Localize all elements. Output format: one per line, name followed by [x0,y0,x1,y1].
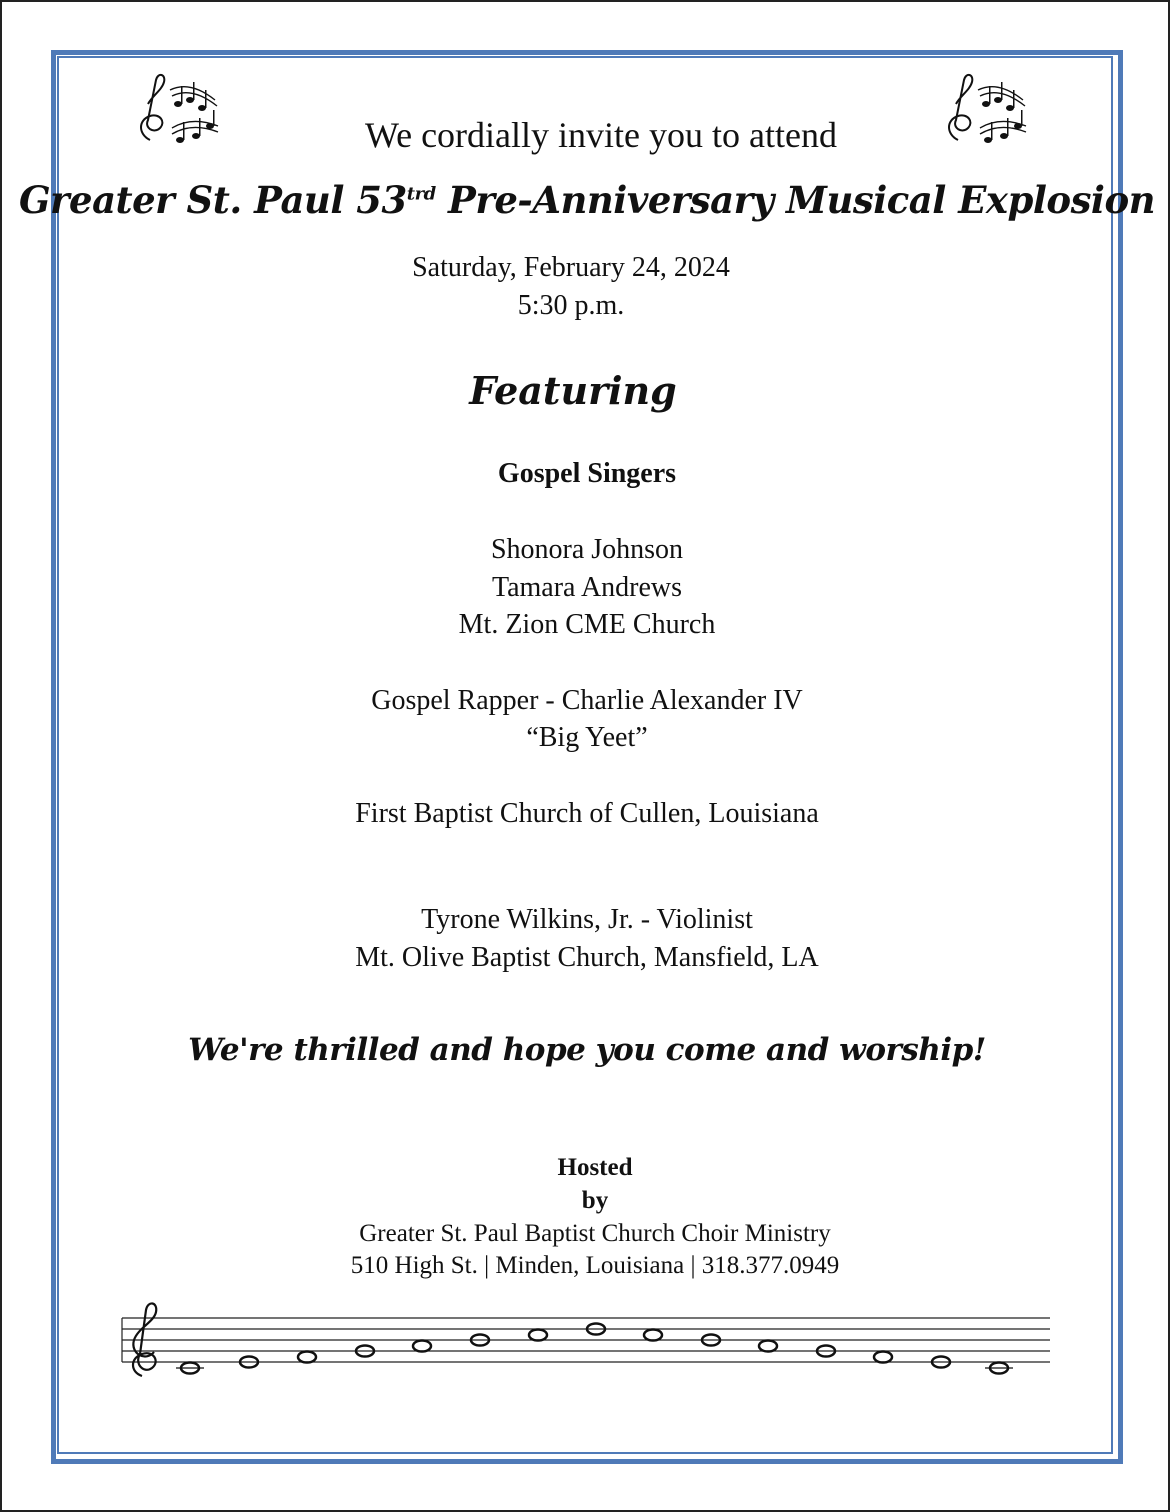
event-title-post: Pre-Anniversary Musical Explosion [435,178,1156,222]
singer-name: Shonora Johnson [490,534,684,565]
rapper-nickname: “Big Yeet” [526,722,648,753]
featuring-heading: Featuring [469,368,677,413]
church-line: First Baptist Church of Cullen, Louisiana [355,798,819,829]
hosted-label: Hosted [557,1154,633,1181]
event-title-pre: Greater St. Paul 53 [18,178,407,222]
host-name: Greater St. Paul Baptist Church Choir Ministry [359,1220,831,1247]
singer-church: Mt. Zion CME Church [458,609,716,640]
gospel-singers-heading: Gospel Singers [497,458,677,489]
singer-name: Tamara Andrews [491,572,683,603]
music-staff-scale-icon [120,1298,1055,1382]
violinist-church: Mt. Olive Baptist Church, Mansfield, LA [355,942,819,973]
event-date: Saturday, February 24, 2024 [412,252,730,283]
closing-tagline: We're thrilled and hope you come and worship! [188,1032,986,1068]
event-title [2,178,1170,222]
rapper-line: Gospel Rapper - Charlie Alexander IV [371,685,803,716]
host-address: 510 High St. | Minden, Louisiana | 318.377.0949 [350,1252,840,1279]
event-title-superscript: trd [406,183,436,205]
by-label: by [581,1187,609,1214]
invite-intro: We cordially invite you to attend [365,115,837,155]
violinist-line: Tyrone Wilkins, Jr. - Violinist [421,904,753,935]
event-time: 5:30 p.m. [517,290,625,321]
